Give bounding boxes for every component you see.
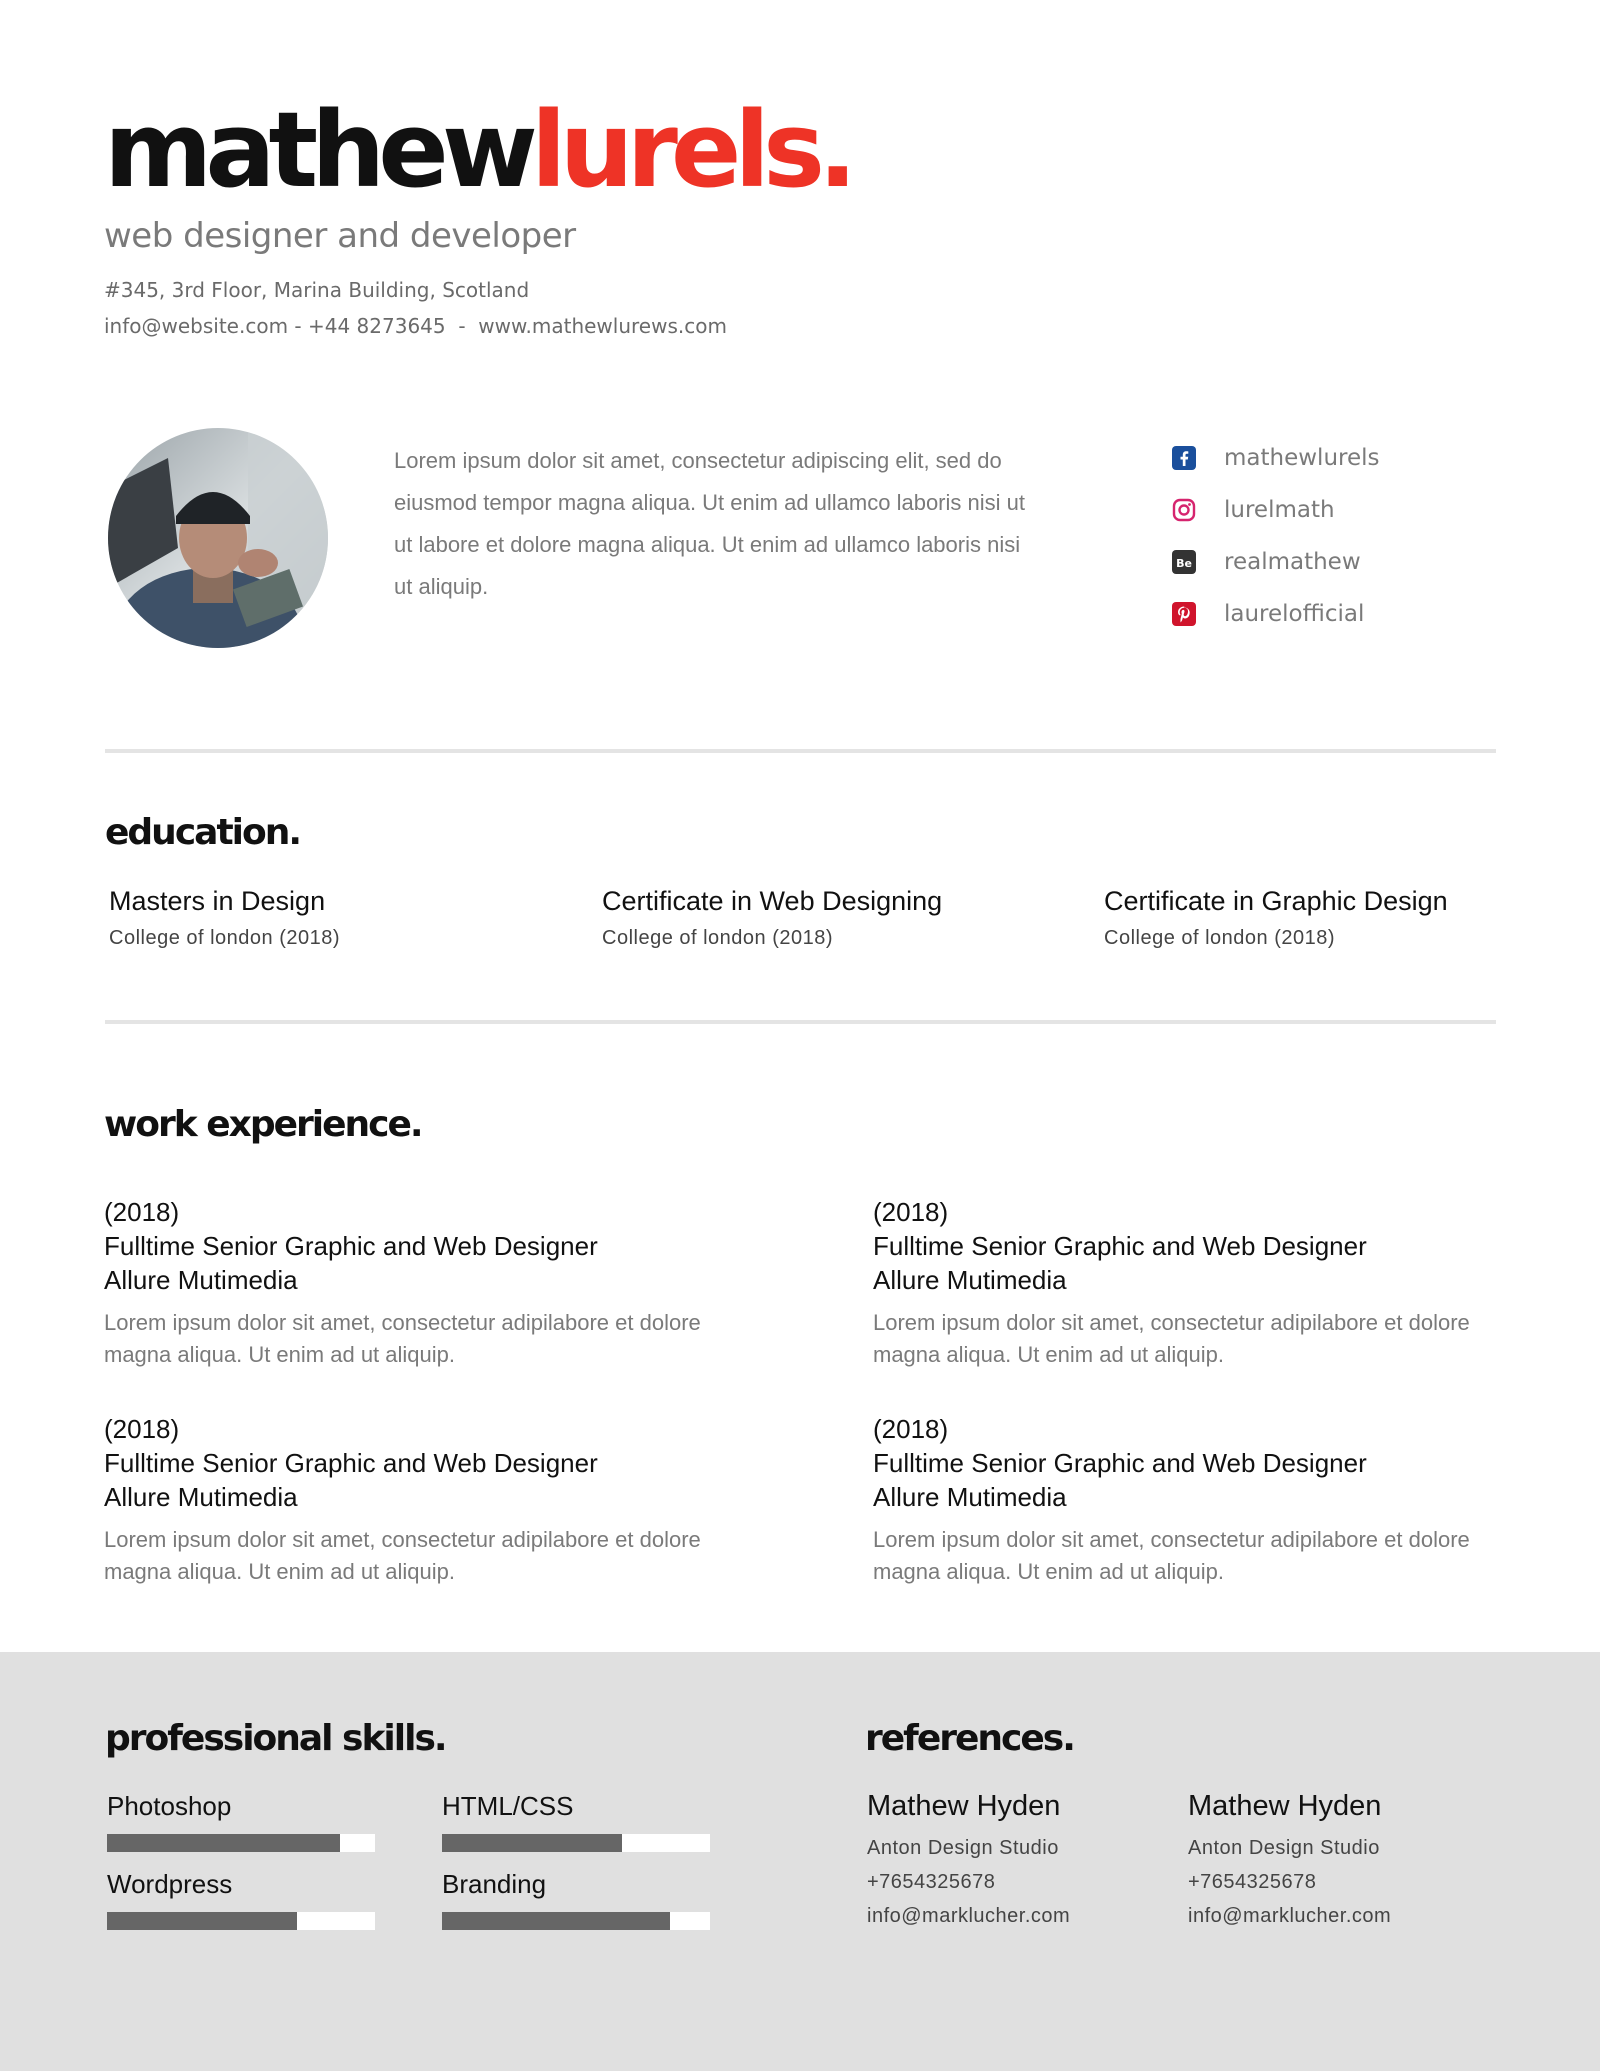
job-year: (2018) <box>873 1414 949 1444</box>
education-school: College of london (2018) <box>109 927 341 949</box>
reference-name: Mathew Hyden <box>1188 1790 1382 1822</box>
name-heading <box>104 89 851 211</box>
skill-bar-fill <box>442 1834 622 1852</box>
reference-item <box>867 1790 1070 1933</box>
social-behance[interactable] <box>1170 536 1380 588</box>
social-label: laurelofficial <box>1224 601 1365 627</box>
job-entry <box>104 1412 704 1588</box>
job-year: (2018) <box>104 1414 180 1444</box>
job-description: Lorem ipsum dolor sit amet, consectetur adipilabore et dolore magna aliqua. Ut enim ad ut aliquip. <box>104 1310 701 1367</box>
social-links <box>1170 432 1380 640</box>
skill-bar <box>107 1834 375 1852</box>
skill-label: Wordpress <box>107 1869 233 1899</box>
education-title: education. <box>105 812 301 853</box>
skill-item <box>107 1791 375 1852</box>
education-item <box>602 886 1062 950</box>
svg-text:Be: Be <box>1176 557 1192 570</box>
skill-label: Photoshop <box>107 1791 232 1821</box>
job-role: Fulltime Senior Graphic and Web Designer <box>873 1448 1367 1478</box>
references-title: references. <box>865 1718 1074 1759</box>
job-company: Allure Mutimedia <box>104 1482 298 1512</box>
social-pinterest[interactable] <box>1170 588 1380 640</box>
job-subtitle: web designer and developer <box>104 216 576 256</box>
skill-bar <box>107 1912 375 1930</box>
skill-item <box>107 1869 375 1930</box>
education-school: College of london (2018) <box>602 927 834 949</box>
social-label: realmathew <box>1224 549 1361 575</box>
last-name: lurels. <box>530 89 851 211</box>
job-company: Allure Mutimedia <box>104 1265 298 1295</box>
job-role: Fulltime Senior Graphic and Web Designer <box>104 1231 598 1261</box>
job-year: (2018) <box>104 1197 180 1227</box>
profile-photo <box>108 428 328 648</box>
job-description: Lorem ipsum dolor sit amet, consectetur adipilabore et dolore magna aliqua. Ut enim ad ut aliquip. <box>873 1310 1470 1367</box>
skill-label: HTML/CSS <box>442 1791 574 1821</box>
skill-item <box>442 1791 710 1852</box>
social-facebook[interactable] <box>1170 432 1380 484</box>
pinterest-icon <box>1170 600 1198 628</box>
education-degree: Certificate in Web Designing <box>602 886 943 916</box>
job-company: Allure Mutimedia <box>873 1482 1067 1512</box>
profile-bio: Lorem ipsum dolor sit amet, consectetur adipiscing elit, sed do eiusmod tempor magna aliqua. Ut enim ad ullamco laboris nisi ut ut labore et dolore magna aliqua. Ut enim ad ullamco laboris nisi ut aliquip. <box>394 448 1025 599</box>
education-degree: Certificate in Graphic Design <box>1104 886 1448 916</box>
job-role: Fulltime Senior Graphic and Web Designer <box>104 1448 598 1478</box>
facebook-icon <box>1170 444 1198 472</box>
divider <box>105 749 1496 753</box>
education-item <box>109 886 569 950</box>
skill-item <box>442 1869 710 1930</box>
job-entry <box>873 1412 1473 1588</box>
contact-line: info@website.com - +44 8273645 - www.mathewlurews.com <box>104 314 727 338</box>
skill-bar <box>442 1912 710 1930</box>
work-experience-title: work experience. <box>104 1104 422 1145</box>
social-label: lurelmath <box>1224 497 1335 523</box>
reference-company: Anton Design Studio <box>867 1837 1059 1859</box>
job-year: (2018) <box>873 1197 949 1227</box>
job-company: Allure Mutimedia <box>873 1265 1067 1295</box>
education-item <box>1104 886 1564 950</box>
instagram-icon <box>1170 496 1198 524</box>
reference-phone: +7654325678 <box>867 1871 996 1893</box>
skill-bar-fill <box>107 1912 297 1930</box>
reference-email[interactable]: info@marklucher.com <box>867 1905 1071 1927</box>
reference-item <box>1188 1790 1391 1933</box>
social-instagram[interactable] <box>1170 484 1380 536</box>
job-description: Lorem ipsum dolor sit amet, consectetur adipilabore et dolore magna aliqua. Ut enim ad ut aliquip. <box>873 1527 1470 1584</box>
reference-company: Anton Design Studio <box>1188 1837 1380 1859</box>
job-entry <box>873 1195 1473 1371</box>
skill-bar <box>442 1834 710 1852</box>
first-name: mathew <box>104 89 531 211</box>
address: #345, 3rd Floor, Marina Building, Scotland <box>104 278 530 302</box>
skill-bar-fill <box>107 1834 340 1852</box>
education-degree: Masters in Design <box>109 886 326 916</box>
skill-label: Branding <box>442 1869 547 1899</box>
job-description: Lorem ipsum dolor sit amet, consectetur adipilabore et dolore magna aliqua. Ut enim ad ut aliquip. <box>104 1527 701 1584</box>
job-role: Fulltime Senior Graphic and Web Designer <box>873 1231 1367 1261</box>
social-label: mathewlurels <box>1224 445 1380 471</box>
reference-phone: +7654325678 <box>1188 1871 1317 1893</box>
divider <box>105 1020 1496 1024</box>
skill-bar-fill <box>442 1912 670 1930</box>
reference-name: Mathew Hyden <box>867 1790 1061 1822</box>
education-school: College of london (2018) <box>1104 927 1336 949</box>
behance-icon <box>1170 548 1198 576</box>
reference-email[interactable]: info@marklucher.com <box>1188 1905 1392 1927</box>
job-entry <box>104 1195 704 1371</box>
skills-title: professional skills. <box>105 1718 446 1759</box>
